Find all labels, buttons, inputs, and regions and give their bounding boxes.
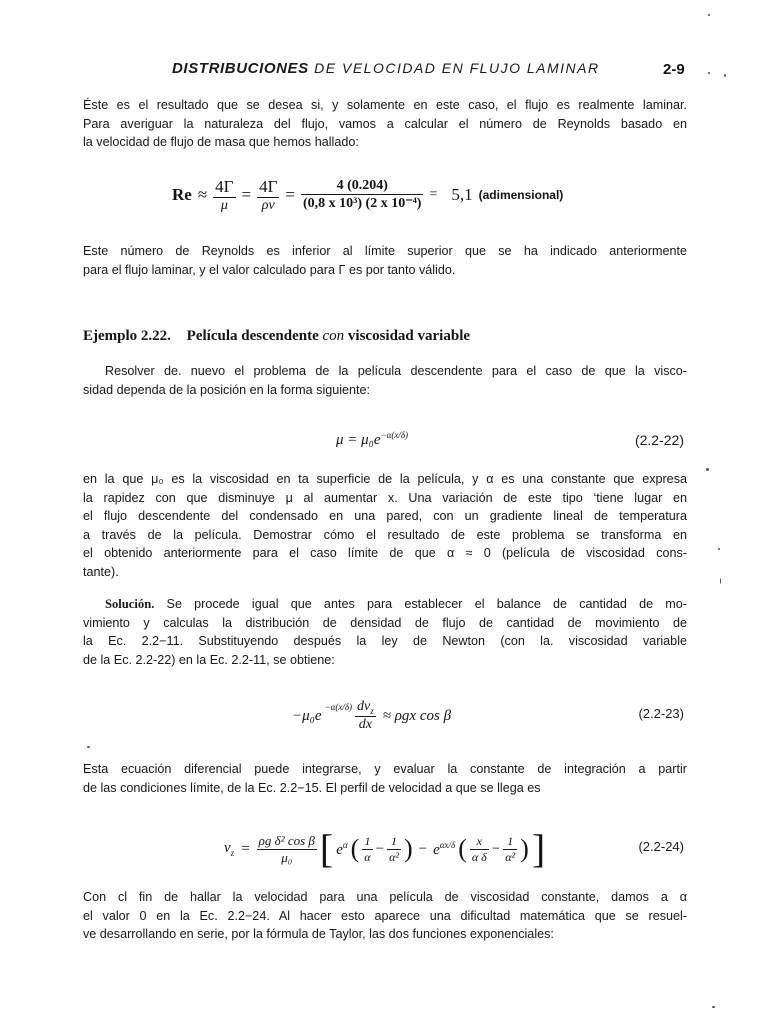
running-header [172,60,600,77]
eq24-frac-1b [387,834,401,865]
eq24-exp-2 [433,840,455,859]
paragraph-solution [83,595,687,669]
eq-re-f1-den: μ [213,197,235,214]
eq24-frac-1a-num: 1 [364,833,371,848]
text-line: para el flujo laminar, y el valor calculado para Γ es por tanto válido. [83,262,456,277]
eq24-lhs-text: v [224,840,231,856]
eq-re-fraction-2 [257,177,279,214]
eq24-equals: = [241,840,250,857]
eq-re-fraction-1 [213,177,235,214]
equation-2-2-23 [292,694,451,738]
eq23-d-num [355,699,376,716]
eq-re-f2-num: 4Γ [259,176,278,196]
eq24-frac-1b-den: α² [389,849,399,864]
eq24-frac-2a [470,834,489,865]
scan-speck [724,74,726,77]
scan-speck [87,746,90,748]
eq24-paren-open-1: ( [350,834,360,863]
eq24-paren-close-1: ) [403,834,413,863]
paragraph-constant-viscosity [83,888,687,944]
eq-re-f2-den: ρν [257,197,279,214]
eq24-paren-close-2: ) [520,834,529,863]
example-title-a: Película descendente [186,328,319,344]
header-title-strong: DISTRIBUCIONES [172,60,309,77]
page-number: 2-9 [663,61,685,78]
eq23-exponent: −α(x/δ) [324,702,353,712]
eq-re-f3-den: (0,8 x 10³) (2 x 10⁻⁴) [303,196,422,211]
eq23-lhs: −μ₀e [292,707,322,724]
eq24-bracket-close: ] [531,826,546,871]
eq-re-result: 5,1 [451,185,473,204]
eq-re-f1-num: 4Γ [215,176,234,196]
eq24-exp-2-base: e [433,841,440,858]
paragraph-problem [83,362,687,399]
eq24-lhs-sub: z [230,848,235,858]
eq24-frac-1a-den: α [364,849,371,864]
eq24-frac-2a-den: α δ [471,849,487,864]
text-line: sidad dependa de la posición en la forma siguiente: [83,382,371,397]
eq-re-equals-1: = [241,185,252,204]
eq23-rhs: ≈ ρgx cos β [382,707,452,724]
text-line: Para averiguar la naturaleza del flujo, vamos a calcular el número de Reynolds basado en [83,116,687,131]
eq24-frac-2b-den: α² [505,849,516,864]
text-line: de las condiciones límite, de la Ec. 2.2−15. El perfil de velocidad a que se llega es [83,780,541,795]
paragraph-intro [83,96,687,152]
eq24-c-den: μ₀ [257,849,317,866]
example-label: Ejemplo 2.22. [83,328,171,344]
eq24-frac-2a-num: x [476,833,482,848]
eq-re-note: (adimensional) [478,188,564,202]
eq24-bracket-open: [ [319,826,334,871]
text-line: a través de la película. Demostrar cómo el resultado de este problema se transforma en [83,527,687,542]
equation-2-2-24 [224,822,545,876]
eq-re-equals-2: = [285,185,296,204]
text-line: el flujo descendente del condensado en una pared, con un gradiente lineal de temperatura [83,509,687,524]
eq24-exp-1 [336,840,347,859]
text-line: ve desarrollando en serie, por la fórmula de Taylor, las dos funciones exponenciales: [83,927,554,942]
eq23-d-num-sub: z [370,705,374,716]
eq24-coefficient [257,833,317,866]
scan-speck [712,1006,715,1008]
scan-speck [708,14,710,16]
equation-number-2-2-22: (2.2-22) [634,432,684,448]
equation-2-2-22 [336,430,408,449]
eq24-minus-3: − [491,840,501,857]
text-line: la velocidad de flujo de masa que hemos hallado: [83,135,359,150]
eq22-exponent: −α(x/δ) [380,430,409,440]
eq24-paren-open-2: ( [458,834,467,863]
text-line: el obtenido anteriormente para el caso límite de que α ≈ 0 (película de viscosidad cons- [83,546,687,561]
eq-re-fraction-3 [301,178,423,212]
eq23-derivative [355,699,376,733]
eq23-d-num-text: dv [357,699,371,715]
equation-number-2-2-23: (2.2-23) [638,706,684,721]
scan-speck [706,468,709,471]
eq24-frac-2b [503,834,517,865]
text-fragment: Se procede igual que antes para establecer el balance de cantidad de mo- [154,597,687,611]
eq24-exp-1-base: e [336,841,343,858]
paragraph-viscosity-definition [83,470,687,582]
scan-speck [718,548,720,550]
eq22-lhs: μ = μ₀e [336,432,381,448]
text-line: la Ec. 2.2−11. Substituyendo después la ley de Newton (con la. viscosidad variable [83,634,687,649]
equation-number-2-2-24: (2.2-24) [638,839,684,854]
paragraph-integration [83,760,687,797]
text-line: en la que μ₀ es la viscosidad en ta superficie de la película, y α es una constante que expresa [83,472,687,486]
paragraph-reynolds-result [83,242,687,279]
eq24-exp-1-power: α [342,839,348,850]
eq24-c-num: ρg δ² cos β [258,832,315,848]
eq23-d-den: dx [355,716,376,733]
eq24-frac-1a [362,834,372,865]
eq-re-equals-3: = [429,187,438,202]
text-line: Éste es el resultado que se desea si, y solamente en este caso, el flujo es realmente laminar. [83,98,687,112]
eq24-frac-2b-num: 1 [507,833,514,848]
example-title-c: viscosidad variable [347,328,471,344]
scan-speck [720,578,721,584]
eq-re-f3-num: 4 (0.204) [336,178,388,193]
text-line [83,595,687,614]
eq24-frac-1b-num: 1 [391,833,398,848]
text-line: vimiento y calculas la distribución de densidad de flujo de cantidad de movimiento de [83,615,687,630]
eq24-lhs [224,840,234,858]
text-line: el valor 0 en la Ec. 2.2−24. Al hacer esto aparece una dificultad matemática que se resuel- [83,908,687,923]
scan-speck [708,72,710,74]
equation-reynolds [172,170,563,220]
eq24-exp-2-power: αx/δ [439,839,456,850]
text-line: Resolver de. nuevo el problema de la película descendente para el caso de que la visco- [105,364,687,378]
text-line: de la Ec. 2.2-22) en la Ec. 2.2-11, se obtiene: [83,652,335,667]
text-line: tante). [83,564,119,579]
eq-re-lhs: Re [172,185,192,204]
text-line: Con cl fin de hallar la velocidad para una película de viscosidad constante, damos a α [83,890,687,904]
eq24-minus-2: − [418,840,428,857]
text-line: Este número de Reynolds es inferior al límite superior que se ha indicado anteriormente [83,244,687,258]
example-title-b: con [322,328,345,344]
text-line: Esta ecuación diferencial puede integrarse, y evaluar la constante de integración a partir [83,762,687,776]
eq-re-approx: ≈ [197,185,208,204]
eq24-minus-1: − [375,840,385,857]
example-heading [83,328,470,345]
header-title-rest: DE VELOCIDAD EN FLUJO LAMINAR [314,60,600,76]
text-line: la rapidez con que disminuye μ al aumentar x. Una variación de este tipo ‘tiene lugar en [83,490,687,505]
solution-lead: Solución. [105,597,155,611]
